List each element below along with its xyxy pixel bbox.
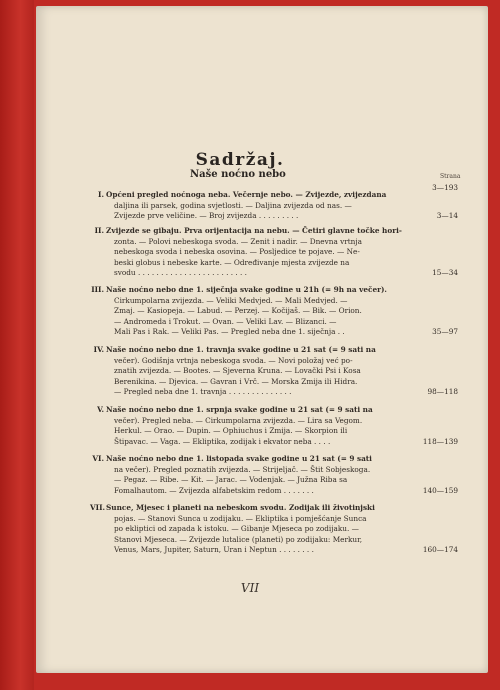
toc-entry-line: Venus, Mars, Jupiter, Saturn, Uran i Neptun . . . . . . . . — [114, 545, 314, 555]
toc-entry-line: Sunce, Mjesec i planeti na nebeskom svodu. Zodijak ili životinjski — [106, 503, 375, 512]
toc-entry-line: Mali Pas i Rak. — Veliki Pas. — Pregled neba dne 1. siječnja . . — [114, 327, 345, 337]
toc-entry-line: po ekliptici od zapada k istoku. — Gibanje Mjeseca po zodijaku. — — [114, 524, 359, 534]
toc-entry-pages: 118—139 — [422, 436, 458, 446]
toc-entry-line: Naše noćno nebo dne 1. travnja svake godine u 21 sat (= 9 sati na — [106, 345, 376, 354]
toc-entry-line: Fomalhautom. — Zvijezda alfabetskim redom . . . . . . . — [114, 485, 314, 495]
toc-entry-line: beski globus i nebeske karte. — Određivanje mjesta zvijezde na — [114, 257, 350, 267]
toc-entry — [106, 190, 446, 222]
toc-entry-line: — Pregled neba dne 1. travnja . . . . . . . . . . . . . . — [114, 387, 292, 397]
toc-entry-line: Naše noćno nebo dne 1. siječnja svake godine u 21h (= 9h na večer). — [106, 285, 387, 294]
toc-entry-line: znatih zvijezda. — Bootes. — Sjeverna Kruna. — Lovački Psi i Kosa — [114, 366, 361, 376]
section-heading: Naše noćno nebo — [190, 169, 286, 180]
toc-entry-pages: 140—159 — [422, 485, 458, 495]
toc-entry — [106, 345, 446, 398]
toc-entry-line: nebeskoga svoda i nebeska osovina. — Posljedice te pojave. — Ne- — [114, 247, 360, 257]
toc-entry-number: IV. — [93, 345, 104, 354]
toc-entry-pages: 15—34 — [432, 268, 458, 278]
toc-entry-pages: 35—97 — [432, 327, 458, 337]
toc-entry-line: Naše noćno nebo dne 1. listopada svake godine u 21 sat (= 9 sati — [106, 454, 372, 463]
toc-entry-line: Cirkumpolarna zvijezda. — Veliki Medvjed. — Mali Medvjed. — — [114, 295, 348, 305]
toc-entry-line: večer). Godišnja vrtnja nebeskoga svoda. — Novi položaj već po- — [114, 355, 353, 365]
strana-label: Strana — [440, 173, 461, 180]
page-number: VII — [240, 581, 260, 595]
toc-entry-line: Berenikina. — Djevica. — Gavran i Vrč. — Morska Zmija ili Hidra. — [114, 376, 358, 386]
toc-entry-line: zonta. — Polovi nebeskoga svoda. — Zenit i nadir. — Dnevna vrtnja — [114, 236, 362, 246]
toc-entry-line: Zmaj. — Kasiopeja. — Labud. — Perzej. — Kočijaš. — Bik. — Orion. — [114, 306, 362, 316]
toc-entry-line: Općeni pregled noćnoga neba. Večernje nebo. — Zvijezde, zvijezdana — [106, 190, 387, 199]
toc-entry-number: III. — [91, 285, 104, 294]
page-title: Sadržaj. — [195, 150, 285, 170]
toc-entry-line: svodu . . . . . . . . . . . . . . . . . . . . . . . . — [114, 268, 247, 278]
toc-entry-line: Zvijezde prve veličine. — Broj zvijezda . . . . . . . . . — [114, 211, 299, 221]
toc-entry-line: Štipavac. — Vaga. — Ekliptika, zodijak i ekvator neba . . . . — [114, 436, 331, 446]
toc-entry-pages: 160—174 — [422, 545, 458, 555]
toc-entry-line: Zvijezde se gibaju. Prva orijentacija na nebu. — Četiri glavne točke hori- — [106, 226, 402, 235]
toc-entry — [106, 285, 446, 338]
toc-entry — [106, 226, 446, 279]
toc-entry-line: pojas. — Stanovi Sunca u zodijaku. — Ekliptika i pomješćanje Sunca — [114, 513, 367, 523]
toc-entry-line: večer). Pregled neba. — Cirkumpolarna zvijezda. — Lira sa Vegom. — [114, 415, 363, 425]
toc-entry-line: Stanovi Mjeseca. — Zvijezde lutalice (planeti) po zodijaku: Merkur, — [114, 534, 363, 544]
toc-entry — [106, 503, 446, 556]
section-pages: 3—193 — [432, 183, 458, 192]
toc-entry — [106, 405, 446, 447]
toc-entry-line: — Andromeda i Trokut. — Ovan. — Veliki Lav. — Blizanci. — — [114, 316, 337, 326]
toc-entry-pages: 3—14 — [436, 211, 458, 221]
book-page — [36, 6, 488, 673]
toc-entry-number: VI. — [92, 454, 104, 463]
toc-entry — [106, 454, 446, 496]
toc-entry-number: II. — [94, 226, 104, 235]
toc-entry-pages: 98—118 — [427, 387, 458, 397]
toc-entry-number: VII. — [90, 503, 106, 512]
toc-entry-line: daljina ili parsek, godina svjetlosti. — Daljina zvijezda od nas. — — [114, 200, 352, 210]
toc-entry-line: na večer). Pregled poznatih zvijezda. — Strijeljač. — Štit Sobjeskoga. — [114, 464, 371, 474]
toc-entry-number: V. — [97, 405, 104, 414]
book-spine — [0, 0, 34, 690]
toc-entry-line: Herkul. — Orao. — Dupin. — Ophiuchus i Zmija. — Skorpion ili — [114, 426, 348, 436]
toc-entry-line: — Pegaz. — Ribe. — Kit. — Jarac. — Vodenjak. — Južna Riba sa — [114, 475, 348, 485]
toc-entry-number: I. — [98, 190, 104, 199]
toc-entry-line: Naše noćno nebo dne 1. srpnja svake godine u 21 sat (= 9 sati na — [106, 405, 373, 414]
